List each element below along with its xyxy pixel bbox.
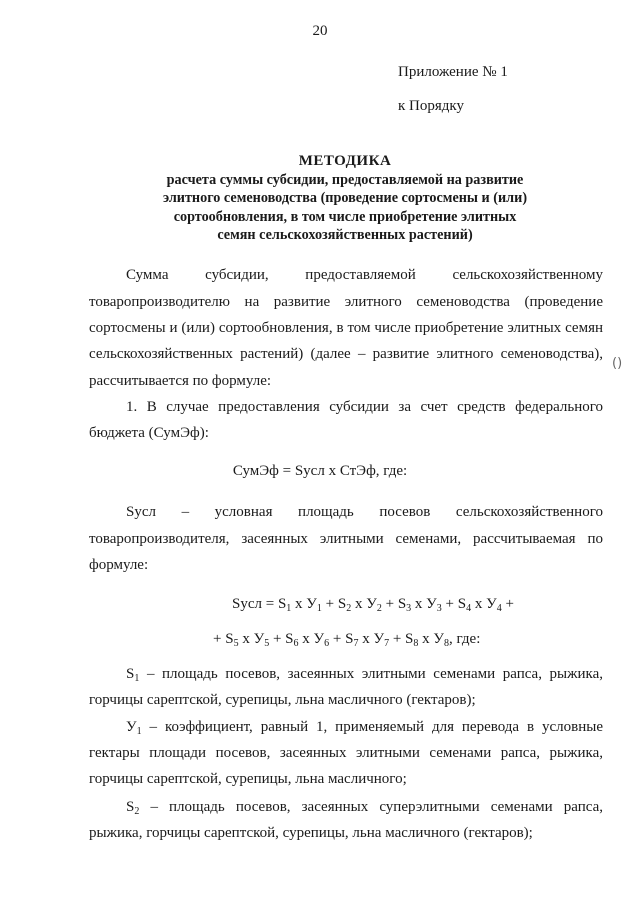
variable-subscript: 1 xyxy=(134,673,140,684)
formula-main: СумЭф = Sусл х СтЭф, где: xyxy=(232,463,408,479)
definition-text: – площадь посевов, засеянных элитными семенами рапса, рыжика, xyxy=(139,666,603,682)
title-heading: МЕТОДИКА xyxy=(298,153,392,169)
title-line: элитного семеноводства (проведение сортосмены и (или) xyxy=(162,190,528,206)
formula-term: $S_2$ х $У_2$ xyxy=(337,596,382,614)
susl-definition-line: формуле: xyxy=(89,557,149,573)
variable-subscript: 1 xyxy=(136,726,142,737)
definition-s1-line: горчицы сарептской, сурепицы, льна масличного (гектаров); xyxy=(89,692,476,708)
variable-name: У xyxy=(126,719,137,735)
formula-term: $S_5$ х $У_5$ xyxy=(225,631,270,649)
intro-line: рассчитывается по формуле: xyxy=(89,373,272,389)
title-line: расчета суммы субсидии, предоставляемой на развитие xyxy=(166,171,524,188)
formula-susl-line1: Sусл = $S_1$ х $У_1 + S_2$ х $У_2 + S_3$ х $У_3 + S_4$ х $У_4$ + xyxy=(232,596,514,614)
formula-term: $S_3$ х $У_3$ xyxy=(397,596,442,614)
page-number: 20 xyxy=(312,23,328,39)
formula-term: $S_1$ х $У_1$ xyxy=(277,596,322,614)
formula-term: $S_7$ х $У_7$ xyxy=(345,631,390,649)
intro-line: товаропроизводителю на развитие элитного семеноводства (проведение xyxy=(89,294,603,310)
variable-subscript: 2 xyxy=(134,806,140,817)
formula-suffix: , где: xyxy=(449,631,481,647)
definition-s1-line xyxy=(126,663,603,685)
title-line: сортообновления, в том числе приобретение элитных xyxy=(173,208,517,225)
margin-pencil-mark: () xyxy=(612,356,623,371)
variable-name: S xyxy=(126,666,135,682)
definition-text: – площадь посевов, засеянных суперэлитными семенами рапса, xyxy=(139,799,603,815)
susl-definition-line: товаропроизводителя, засеянных элитными семенами, рассчитываемая по xyxy=(89,531,603,547)
title-line: семян сельскохозяйственных растений) xyxy=(217,227,473,243)
intro-line: сельскохозяйственных растений) (далее – развитие элитного семеноводства), xyxy=(89,346,603,362)
variable-name: S xyxy=(126,799,135,815)
definition-y1-line: горчицы сарептской, сурепицы, льна масличного; xyxy=(89,771,407,787)
document-title xyxy=(110,152,580,245)
appendix-reference: к Порядку xyxy=(398,98,464,114)
susl-definition-line: Sусл – условная площадь посевов сельскохозяйственного xyxy=(126,504,603,520)
definition-s2-line: рыжика, горчицы сарептской, сурепицы, льна масличного (гектаров); xyxy=(89,825,533,841)
intro-line: Сумма субсидии, предоставляемой сельскохозяйственному xyxy=(126,267,603,283)
formula-term: $S_4$ х $У_4$ xyxy=(457,596,502,614)
appendix-label: Приложение № 1 xyxy=(398,64,508,80)
definition-text: – коэффициент, равный 1, применяемый для перевода в условные xyxy=(141,719,603,735)
point1-line: 1. В случае предоставления субсидии за счет средств федерального xyxy=(126,399,603,415)
definition-s2-line xyxy=(126,796,603,818)
point1-line: бюджета (СумЭф): xyxy=(89,425,209,441)
definition-y1-line: гектары площади посевов, засеянных элитными семенами рапса, рыжика, xyxy=(89,745,603,761)
formula-susl-line2: + $S_5$ х $У_5 + S_6$ х $У_6 + S_7$ х $У_7 + S_8$ х $У_8$, где: xyxy=(213,631,481,649)
definition-y1-line xyxy=(126,716,603,738)
formula-term: $S_8$ х $У_8$ xyxy=(405,631,449,649)
formula-term: $S_6$ х $У_6$ xyxy=(285,631,330,649)
formula-lhs: Sусл = xyxy=(232,596,275,612)
intro-line: сортосмены и (или) сортообновления, в том числе приобретение элитных семян xyxy=(89,320,603,336)
